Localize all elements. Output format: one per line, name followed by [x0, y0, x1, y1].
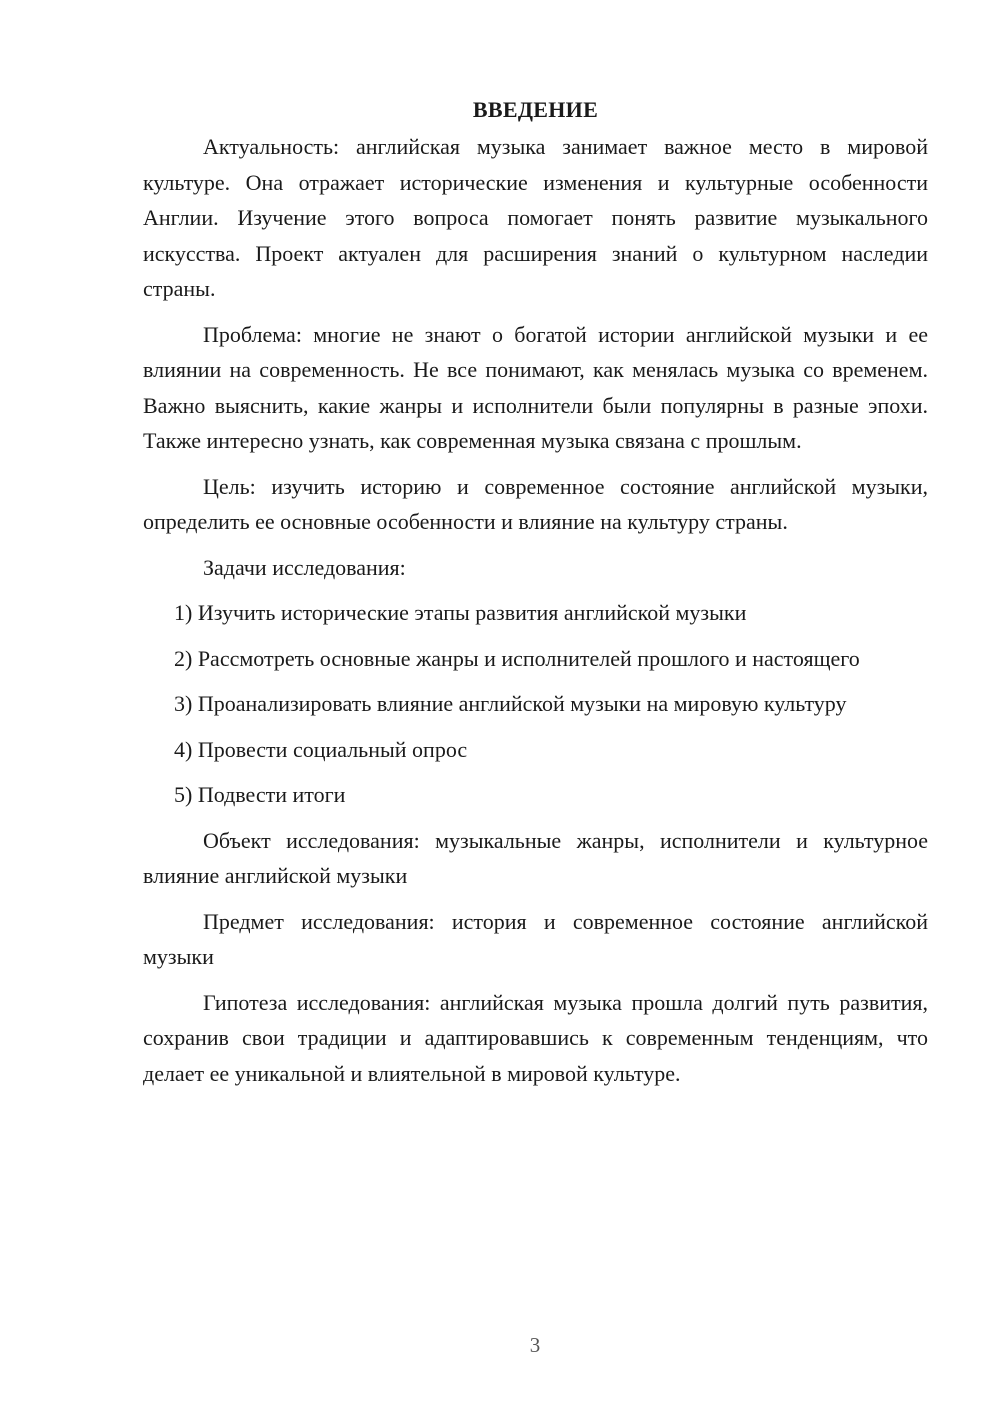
subject-paragraph: Предмет исследования: история и современное состояние английской музыки	[143, 908, 928, 969]
relevance-paragraph: Актуальность: английская музыка занимает важное место в мировой культуре. Она отражает исторические изменения и культурные особенности Англии. Изучение этого вопроса помогает понять развитие музыкального искусства. Проект актуален для расширения знаний о культурном наследии страны.	[143, 134, 928, 301]
page-content	[143, 92, 928, 1101]
tasks-heading: Задачи исследования:	[203, 554, 406, 580]
task-item-5: 5) Подвести итоги	[174, 782, 346, 807]
goal-paragraph: Цель: изучить историю и современное состояние английской музыки, определить ее основные особенности и влияние на культуру страны.	[143, 473, 928, 534]
task-item-1: 1) Изучить исторические этапы развития английской музыки	[174, 600, 747, 625]
page-number: 3	[529, 1333, 541, 1357]
task-item-2: 2) Рассмотреть основные жанры и исполнителей прошлого и настоящего	[174, 645, 860, 671]
task-item-3: 3) Проанализировать влияние английской музыки на мировую культуру	[174, 691, 847, 716]
hypothesis-paragraph: Гипотеза исследования: английская музыка прошла долгий путь развития, сохранив свои традиции и адаптировавшись к современным тенденциям, что делает ее уникальной и влиятельной в мировой культуре.	[143, 989, 928, 1086]
page-title: ВВЕДЕНИЕ	[472, 97, 599, 122]
task-item-4: 4) Провести социальный опрос	[174, 736, 468, 762]
problem-paragraph: Проблема: многие не знают о богатой истории английской музыки и ее влиянии на современность. Не все понимают, как менялась музыка со временем. Важно выяснить, какие жанры и исполнители были популярны в разные эпохи. Также интересно узнать, как современная музыка связана с прошлым.	[143, 321, 928, 453]
object-paragraph: Объект исследования: музыкальные жанры, исполнители и культурное влияние английской музыки	[143, 827, 928, 888]
